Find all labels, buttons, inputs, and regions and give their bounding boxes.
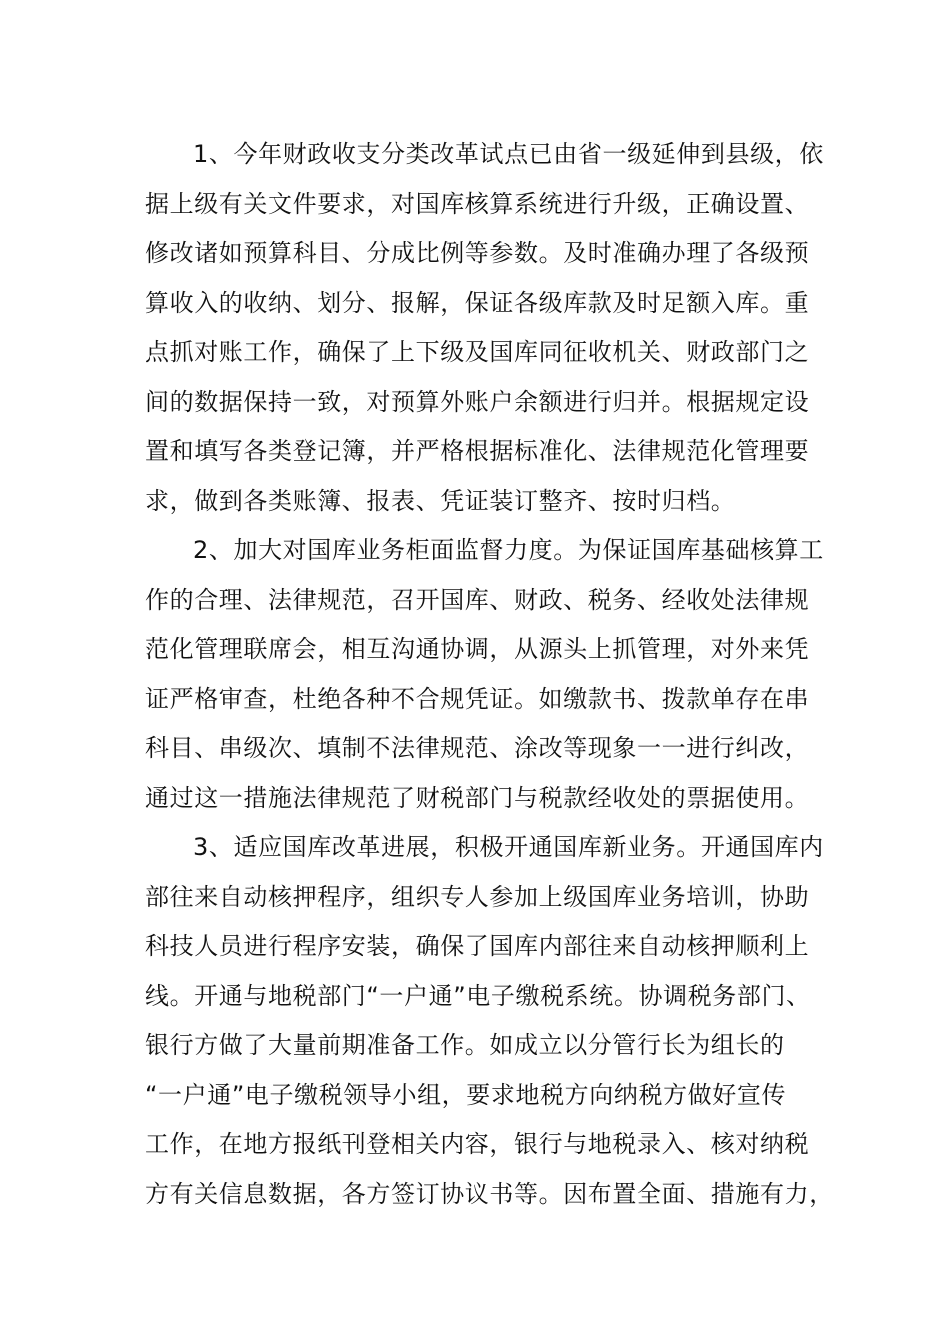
text-line: 间的数据保持一致，对预算外账户余额进行归并。根据规定设 (145, 387, 810, 416)
text-line: 证严格审查，杜绝各种不合规凭证。如缴款书、拨款单存在串 (145, 684, 810, 713)
text-line: 科技人员进行程序安装，确保了国库内部往来自动核押顺利上 (145, 932, 810, 960)
text-line: 求，做到各类账簿、报表、凭证装订整齐、按时归档。 (145, 486, 736, 515)
text-line: 修改诸如预算科目、分成比例等参数。及时准确办理了各级预 (145, 239, 810, 267)
paragraph-2 (145, 526, 824, 823)
text-line: 范化管理联席会，相互沟通协调，从源头上抓管理，对外来凭 (145, 635, 810, 663)
text-line: 方有关信息数据，各方签订协议书等。因布置全面、措施有力， (145, 1179, 834, 1208)
text-line: 1、今年财政收支分类改革试点已由省一级延伸到县级，依 (193, 140, 824, 168)
text-line: 工作，在地方报纸刊登相关内容，银行与地税录入、核对纳税 (145, 1130, 810, 1158)
text-line: 部往来自动核押程序，组织专人参加上级国库业务培训，协助 (145, 882, 810, 911)
text-line: 置和填写各类登记簿，并严格根据标准化、法律规范化管理要 (145, 437, 810, 465)
text-line: 科目、串级次、填制不法律规范、涂改等现象一一进行纠改， (145, 734, 810, 762)
text-line: 据上级有关文件要求，对国库核算系统进行升级，正确设置、 (145, 189, 810, 218)
paragraph-3 (145, 823, 834, 1219)
text-line: 作的合理、法律规范，召开国库、财政、税务、经收处法律规 (145, 585, 810, 614)
text-line: 通过这一措施法律规范了财税部门与税款经收处的票据使用。 (145, 783, 810, 812)
text-line: 3、适应国库改革进展，积极开通国库新业务。开通国库内 (193, 833, 824, 861)
text-line: 2、加大对国库业务柜面监督力度。为保证国库基础核算工 (193, 536, 824, 564)
text-line: “一户通”电子缴税领导小组，要求地税方向纳税方做好宣传 (145, 1080, 787, 1109)
text-line: 点抓对账工作，确保了上下级及国库同征收机关、财政部门之 (145, 338, 810, 366)
paragraph-1 (145, 130, 824, 526)
text-line: 线。开通与地税部门“一户通”电子缴税系统。协调税务部门、 (145, 981, 811, 1010)
text-line: 算收入的收纳、划分、报解，保证各级库款及时足额入库。重 (145, 288, 810, 317)
text-line: 银行方做了大量前期准备工作。如成立以分管行长为组长的 (145, 1031, 785, 1059)
document-body (145, 130, 834, 1219)
